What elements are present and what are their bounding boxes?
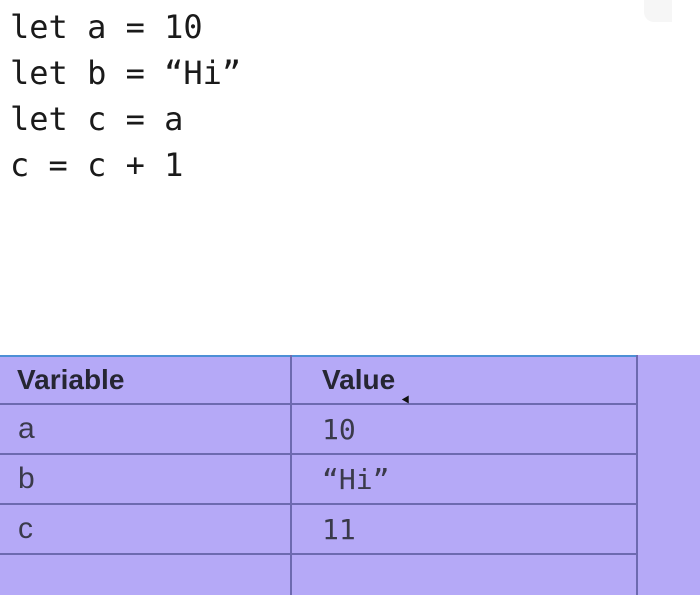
code-block bbox=[10, 0, 241, 188]
table-header-row bbox=[0, 356, 637, 404]
variables-table bbox=[0, 355, 638, 595]
empty-table-row bbox=[0, 554, 637, 595]
code-line: let b = “Hi” bbox=[10, 54, 242, 92]
corner-smudge bbox=[644, 0, 672, 22]
empty-cell bbox=[291, 554, 637, 595]
variable-cell: a bbox=[0, 404, 291, 454]
code-line: let a = 10 bbox=[10, 8, 203, 46]
table-row bbox=[0, 504, 637, 554]
value-cell: 10 bbox=[291, 404, 637, 454]
variable-cell: c bbox=[0, 504, 291, 554]
code-line: let c = a bbox=[10, 100, 184, 138]
empty-cell bbox=[0, 554, 291, 595]
value-cell: 11 bbox=[291, 504, 637, 554]
code-line: c = c + 1 bbox=[10, 146, 184, 184]
value-cell: “Hi” bbox=[291, 454, 637, 504]
table-row bbox=[0, 404, 637, 454]
table-row bbox=[0, 454, 637, 504]
variable-cell: b bbox=[0, 454, 291, 504]
header-value: Value bbox=[291, 356, 637, 404]
header-variable: Variable bbox=[0, 356, 291, 404]
